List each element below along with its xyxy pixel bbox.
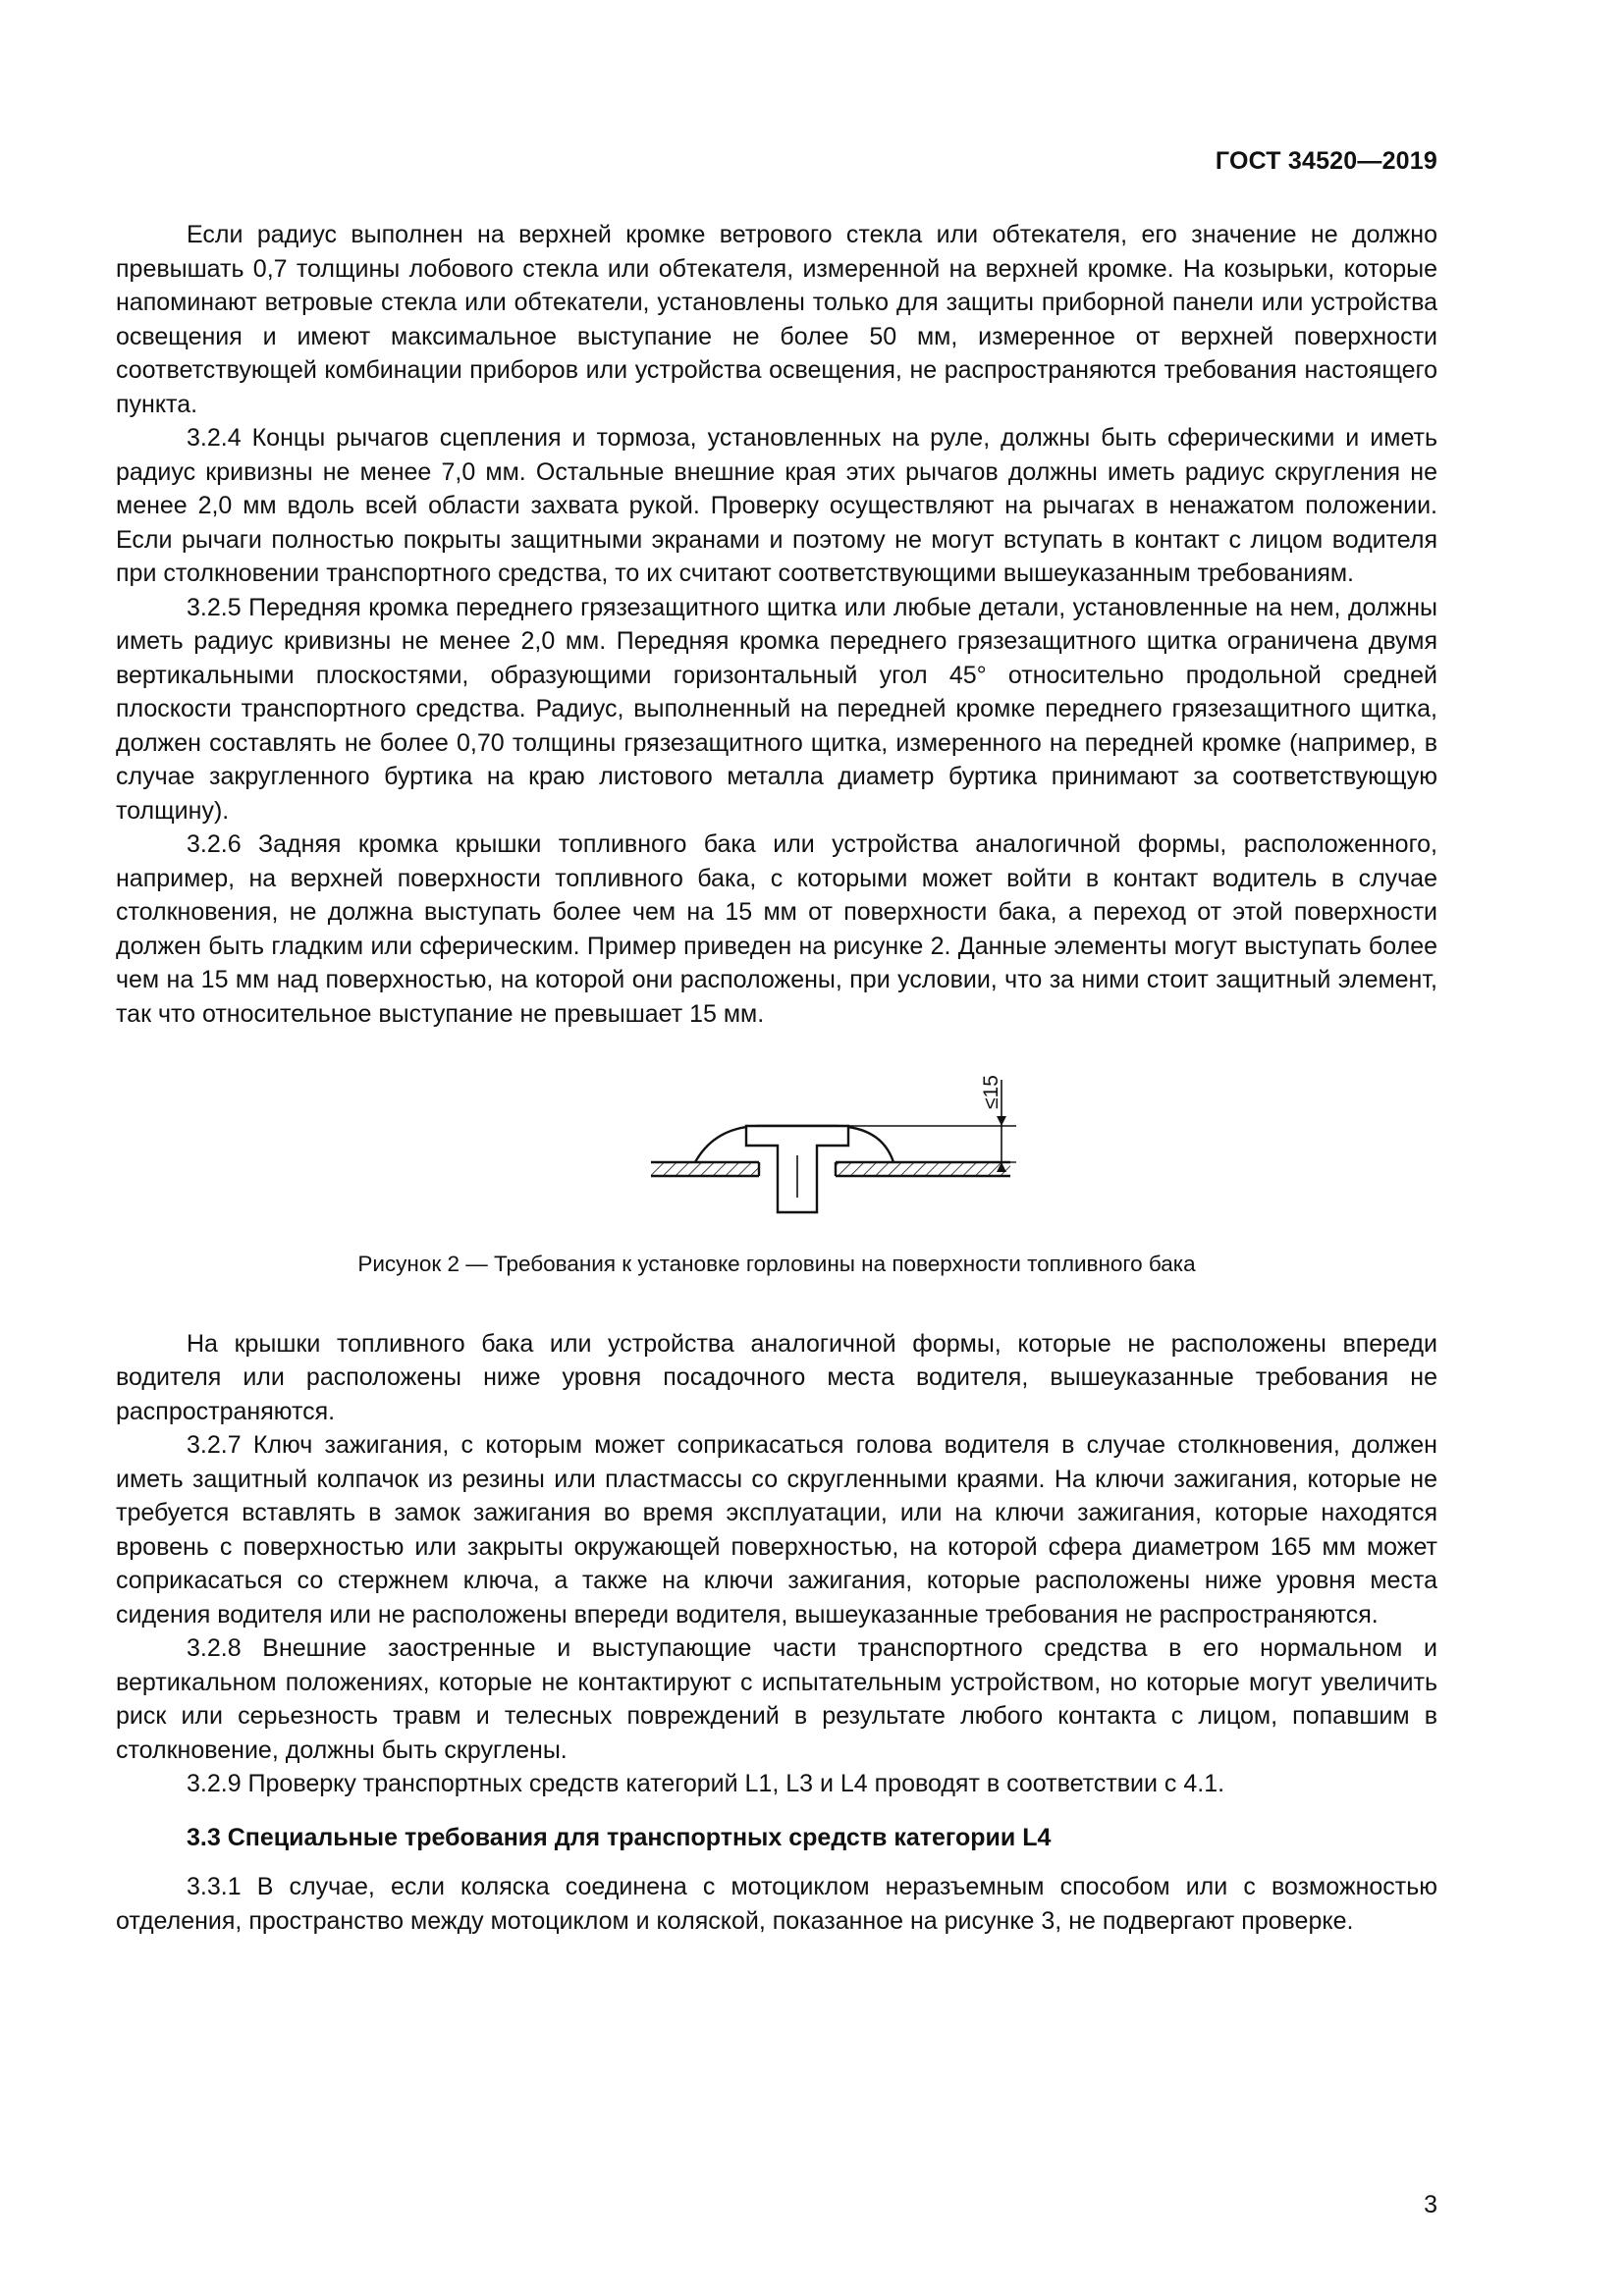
paragraph-3-2-4: 3.2.4 Концы рычагов сцепления и тормоза, установленных на руле, должны быть сферическими и иметь радиус кривизны не менее 7,0 мм. Остальные внешние края этих рычагов должны иметь радиус скругления не менее 2,0 мм вдоль всей области захвата рукой. Проверку осуществляют на рычагах в ненажатом положении. Если рычаги полностью покрыты защитными экранами и поэтому не могут вступать в контакт с лицом водителя при столкновении транспортного средства, то их считают соответствующими вышеуказанным требованиям. [116,424,1437,587]
standard-header: ГОСТ 34520—2019 [1215,147,1437,175]
paragraph-3-2-7: 3.2.7 Ключ зажигания, с которым может соприкасаться голова водителя в случае столкновения, должен иметь защитный колпачок из резины или пластмассы со скругленными краями. На ключи зажигания, которые не требуется вставлять в замок зажигания во время эксплуатации, или на ключи зажигания, которые находятся вровень с поверхностью или закрыты окружающей поверхностью, на которой сфера диаметром 165 мм может соприкасаться со стержнем ключа, а также на ключи зажигания, которые расположены ниже уровня места сидения водителя или не расположены впереди водителя, вышеуказанные требования не распространяются. [116,1431,1437,1629]
dimension-label: ≤15 [980,1075,1002,1109]
figure-caption: Рисунок 2 — Требования к установке горловины на поверхности топливного бака [357,1252,1196,1276]
paragraph-fuel-cap-exception: На крышки топливного бака или устройства аналогичной формы, которые не расположены впереди водителя или расположены ниже уровня посадочного места водителя, вышеуказанные требования не распространяются. [116,1329,1437,1425]
paragraph-radius-windshield: Если радиус выполнен на верхней кромке ветрового стекла или обтекателя, его значение не должно превышать 0,7 толщины лобового стекла или обтекателя, измеренной на верхней кромке. На козырьки, которые напоминают ветровые стекла или обтекатели, установлены только для защиты приборной панели или устройства освещения и имеют максимальное выступание не более 50 мм, измеренное от верхней поверхности соответствующей комбинации приборов или устройства освещения, не распространяются требования настоящего пункта. [116,221,1437,418]
document-page [116,0,1437,2296]
paragraph-3-3-1: 3.3.1 В случае, если коляска соединена с мотоциклом неразъемным способом или с возможностью отделения, пространство между мотоциклом и коляской, показанное на рисунке 3, не подвергают проверке. [116,1873,1437,1935]
paragraph-3-2-5: 3.2.5 Передняя кромка переднего грязезащитного щитка или любые детали, установленные на нем, должны иметь радиус кривизны не менее 2,0 мм. Передняя кромка переднего грязезащитного щитка ограничена двумя вертикальными плоскостями, образующими горизонтальный угол 45° относительно продольной средней плоскости транспортного средства. Радиус, выполненный на передней кромке переднего грязезащитного щитка, должен составлять не более 0,70 толщины грязезащитного щитка, измеренного на передней кромке (например, в случае закругленного буртика на краю листового металла диаметр буртика принимают за соответствующую толщину). [116,593,1437,825]
tank-surface-plate-left [651,1162,759,1176]
paragraph-3-2-6: 3.2.6 Задняя кромка крышки топливного бака или устройства аналогичной формы, расположенного, например, на верхней поверхности топливного бака, с которыми может войти в контакт водитель в случае столкновения, не должна выступать более чем на 15 мм от поверхности бака, а переход от этой поверхности должен быть гладким или сферическим. Пример приведен на рисунке 2. Данные элементы могут выступать более чем на 15 мм над поверхностью, на которой они расположены, при условии, что за ними стоит защитный элемент, так что относительное выступание не превышает 15 мм. [116,830,1437,1028]
section-heading-3-3: 3.3 Специальные требования для транспортных средств категории L4 [187,1823,1052,1851]
dimension-arrow [836,1075,1016,1172]
fuel-filler-neck-diagram [528,1060,1019,1232]
tank-surface-plate-right [836,1162,1010,1176]
body-text [116,218,1437,1938]
paragraph-3-2-9: 3.2.9 Проверку транспортных средств категорий L1, L3 и L4 проводят в соответствии с 4.1. [187,1770,1225,1797]
page-number: 3 [1424,2191,1437,2218]
paragraph-3-2-8: 3.2.8 Внешние заостренные и выступающие части транспортного средства в его нормальном и вертикальном положениях, которые не контактируют с испытательным устройством, но которые могут увеличить риск или серьезность травм и телесных повреждений в результате любого контакта с лицом, попавшим в столкновение, должны быть скруглены. [116,1634,1437,1764]
figure-2 [116,1060,1437,1232]
